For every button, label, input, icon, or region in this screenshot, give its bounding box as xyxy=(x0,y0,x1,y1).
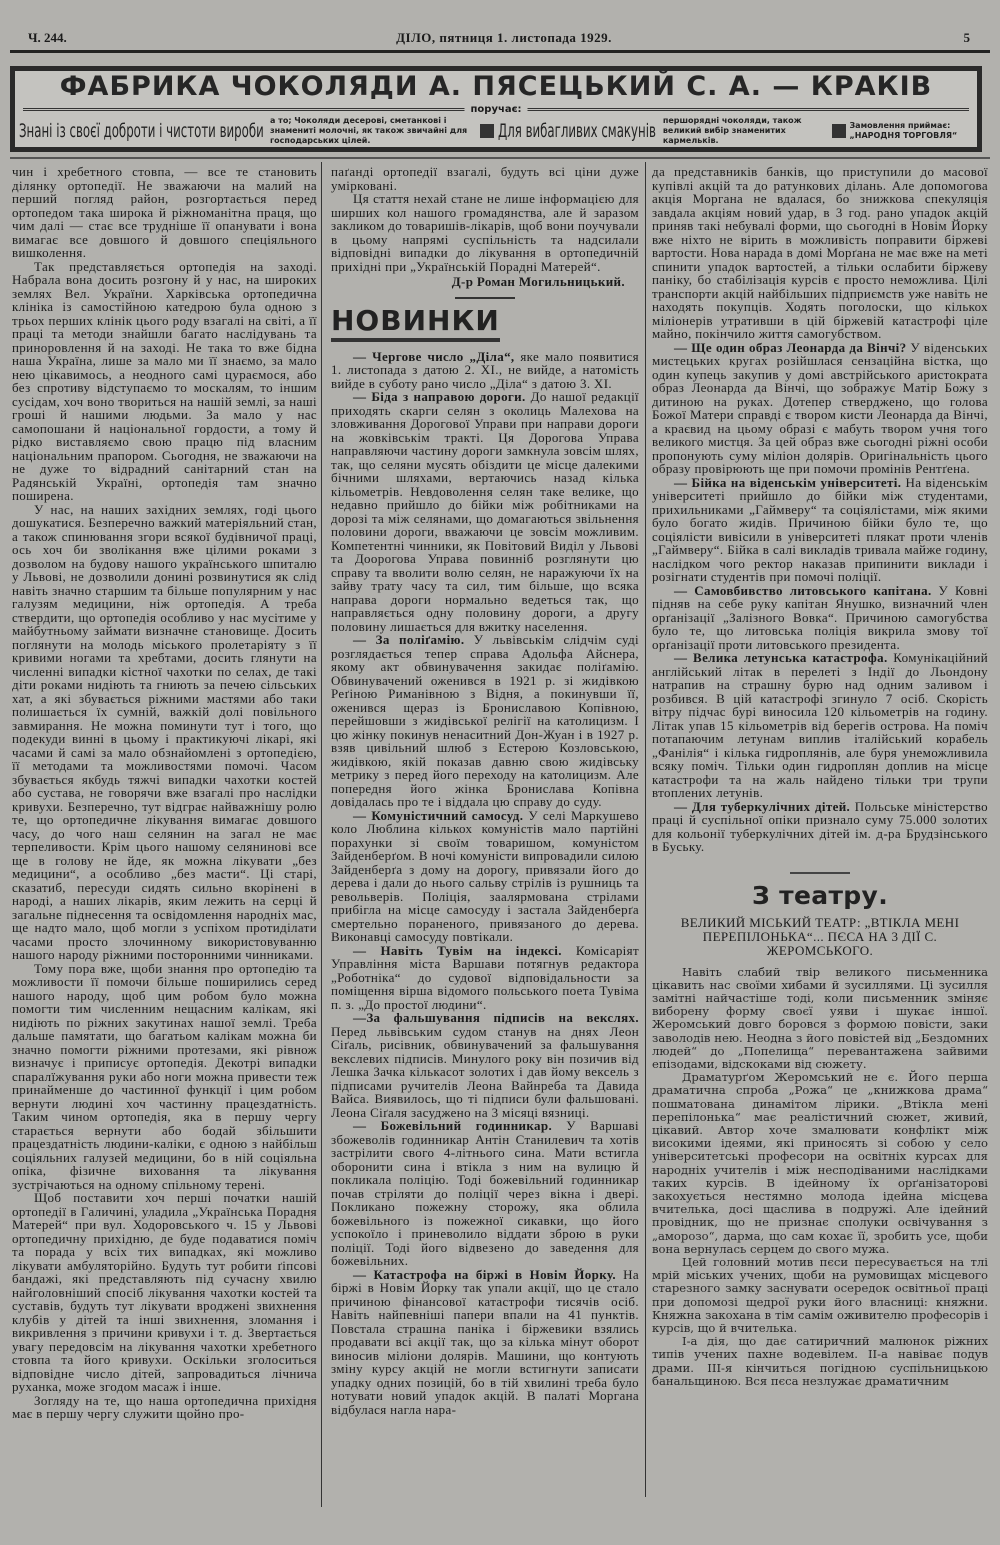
news-item xyxy=(331,944,639,1012)
chocolate-advertisement xyxy=(10,66,982,152)
article-paragraph: чин і хребетного стовпа, — все те становить ділянку ортопедії. Не зважаючи на малий на перший погляд район, розгортається перед ортопедом така широка й ріжноманітна праця, що чим далі — стає все трудніше її опанувати і вона вимагає все довшого й довшого спеціяльного вишколення. xyxy=(12,165,317,260)
news-item xyxy=(652,584,988,652)
review-paragraph: Навіть слабий твір великого письменника цікавить нас своїми хибами й зусиллями. Ці зусилля замітні найчастіше тоді, коли письменник зміняє виборену форму своєї уяви і шукає іншої. Жеромський довго боровся з формою повісти, заки заволодів нею. Неодна з його повістей від „Бездомних людей“ до „Попелища“ перевантажена зайвими епізодами, відскоками від сюжету. xyxy=(652,964,988,1071)
column-2 xyxy=(331,165,639,1500)
news-item xyxy=(331,350,639,391)
square-bullet-icon xyxy=(832,124,846,138)
review-paragraph: Цей головний мотив пєси пересувається на тлі мрій міських учених, щоби на румовищах місцевого старезного замку заснувати осередок освітньої праці при допомозі щедрої руки його власниці: княжни. Княжна закохана в тім самім оживителю професорів і курсів, що й вчителька. xyxy=(652,1254,988,1335)
news-lead: — Навіть Тувім на індексі. xyxy=(353,942,562,958)
news-item xyxy=(652,476,988,584)
news-text: Комунікаційний англійський літак в перелеті з Індії до Льондону натрапив на страшну бурю над одним заливом і розбився. В цій катастрофі згинуло 7 осіб. Скорість вітру підчас бурі виносила 120 кільометрів на годину. Літак упав 15 кільометрів від берегів острова. На поміч потапаючим летунам виплив італійський корабель „Фанілія“ і кілька гидроплянів, але буря унеможливила всяку поміч. Тільки один гидроплян доплив на місце катастрофи та на жаль найдено тільки три трупи втоплених летунів. xyxy=(652,650,988,800)
article-signature: Д-р Роман Могильницький. xyxy=(451,274,625,289)
ad-slogan-slot xyxy=(498,115,659,146)
article-paragraph: Так представляється ортопедія на заході. Набрала вона досить розгону й у нас, на широких землях Вел. України. Харківська ортопедична клініка із самостійною катедрою була одною з трьох перших клінік цього роду взагалі на світі, а її праці та методи знайшли багато наслідувань та приноровлення й на заході. Не така то вже бідна наша Україна, лише за мало ми її знаємо, за мало нею цікавимось, а неодного самі цураємося, або без спротиву відступаємо то москалям, то іншим сусідам, хоч воно твориться на нашій землі, за наші гроші й нашими людьми. За мало у нас самопошани й національної гордости, а тому й рідко виставляємо свою працю під власним національним прапором. Сьогодня, не зважаючи на не дуже то відрадний санітарний стан на Радянській Україні, ортопедія там значно поширена. xyxy=(12,258,317,503)
news-text: У селі Маркушево коло Люблина кількох комуністів мало партійні порахунки зі своїм товаришом, комуністом Зайденберґом. В ночі комуністи випровадили силою Зайденберґа з дому на дорогу, привязали його до дерева і дали до нього сальву стрілів із рушниць та револьверів. Поліція, заалярмована стрілами прибігла на місце самосуду і застала Зайденберґа смертельно пораненого, привязаного до дерева. Виконавці самосуду повтікали. xyxy=(331,807,639,944)
news-text: Польське міністерство праці й суспільної опіки признало суму 75.000 золотих для кольонії туберкулічних дітей ім. д-ра Брудзінського в Буську. xyxy=(652,798,988,854)
news-text: У Варшаві збожеволів годинникар Антін Станилевич та хотів застрілити свого 4-літнього сина. Мати встигла оборонити сина і втікла з ним на вулицю й покликала поліцію. Тоді божевільний годинникар почав стріляти до поліції через вікна і двері. Покликано пожежну сторожу, яка облила божевільного із пожежної сикавки, що його успокоїло і приневолило віддати зброю в руки поліції. Тоді його відвезено до заведення для божевільних. xyxy=(331,1118,639,1268)
running-head xyxy=(28,30,980,50)
square-bullet-icon xyxy=(480,124,494,138)
section-separator xyxy=(455,297,515,299)
news-text: яке мало появитися 1. листопада з датою 2. XI., не вийде, а натомість вийде в суботу рано число „Діла“ з датою 3. XI. xyxy=(331,348,639,391)
news-item-continued xyxy=(652,165,988,341)
issue-number: Ч. 244. xyxy=(28,30,67,45)
article-paragraph: Зогляду на те, що наша ортопедична прихідня має в першу чергу служити щойно про- xyxy=(12,1392,317,1421)
news-lead: — Самовбивство литовського капітана. xyxy=(674,582,932,598)
ad-divider xyxy=(23,104,969,115)
header-rule xyxy=(10,50,990,53)
ad-description-candies: першорядні чоколяди, також великий вибір знаменитих кармельків. xyxy=(662,115,802,145)
news-text: На біржі в Новім Йорку так упали акції, що це стало причиною фінансової катастрофи тисячів осіб. Навіть найпевніші папери впали на 41 пунктів. Повстала страшна паніка і біржевики взялись продавати всі акції так, що за кілька мінут оборот виносив міліони долярів. Машини, що контують зміну курсу акцій не могли встигнути записати упадку одних позицій, бо в тій хвилині треба було нотувати новий упадок акцій. В палаті Моргана відбулася нагла нара- xyxy=(331,1266,639,1417)
news-lead: — Комуністичний самосуд. xyxy=(353,807,524,823)
news-item xyxy=(331,633,639,809)
news-text: На віденськім університеті прийшло до бійки між студентами, прихильниками „Гаймверу“ та соціялістами, між якими було богато жидів. Причиною бійки було те, що соціялісти вивісили в університеті плякат проти членів „Гаймверу“. Бійка в салі викладів тривала майже годину, наслідком чого ректор наказав припинити виклади і розігнати студентів при помочі поліції. xyxy=(652,474,988,584)
news-text: До нашої редакції приходять скарги селян з околиць Малехова на зловживання Дорогової Управи при направи дороги на жовківськім тракті. Ця Дорогова Управа направляючи частину дороги замкнула зовсім шлях, так, що селяни мусять обіздити це місце далекими бічними шляхами, вертаючись назад кілька кільометрів. Невдоволення селян таке велике, що недавно прийшло до бійки між робітниками на дорозі та між селянами, що домагаються звільнення половини дороги, вважаючи це зовсім можливим. Компетентні чинники, як Повітовий Виділ у Львові та Доорогова Управа повинніб розглянути цю справу та вволити волю селян, не наражуючи їх на зайву трату часу та сил, тим більше, що всяка направа дороги нормально ведеться так, що направляється одну половину дороги, а другу половину лишається для вжитку населення. xyxy=(331,389,639,634)
news-item xyxy=(652,651,988,800)
news-lead: —За фальшування підписів на векслях. xyxy=(353,1010,639,1025)
news-item xyxy=(331,1119,639,1268)
news-text: Перед львівським судом станув на днях Леон Сіґаль, рисівник, обвинувачений за фальшування векслевих підписів. Минулого року він позичив від Лешка Зачка кількасот золотих і дав йому вексель з підписами ручителів Леона Вайнреба та Давида Вайса. Виявилось, що ті підписи були фальшовані. Леона Сіґаля засуджено на 3 місяці вязниці. xyxy=(331,1023,639,1120)
page-number: 5 xyxy=(963,30,970,45)
news-lead: — Ще один образ Леонарда да Вінчі? xyxy=(674,339,907,355)
news-text: Комісаріят Управління міста Варшави потягнув редактора „Роботніка“ до судової відповідальности за поміщення вірша відомого польського поета Тувіма п. з. „До простої людини“. xyxy=(331,942,639,1012)
column-rule xyxy=(645,162,646,1497)
news-lead: — Чергове число „Діла“, xyxy=(353,348,515,364)
review-paragraph: Драматурґом Жеромський не є. Його перша драматична спроба „Рожа“ це „книжкова драма“ пошматована динамітом лірики. „Втікла мені перепілонька“ має реалістичний сюжет, живий, цікавий. Автор хоче змалювати конфлікт між високими ідеями, які приносять зі собою у село університетські професори на освітніх курсах для народніх учителів і між несподіваними наслідками таких курсів. В ідейному їх орґанізаторові закохується нестямно молода ідейна місцева вчителька, досі щаслива в подружі. Але ідейний провідник, що не признає сполуки освічування з „аморозо“, дарма, що сам кохає її, зробить усе, щоби вона вернулась серцем до свого мужа. xyxy=(652,1070,988,1256)
news-lead: — За поліґамію. xyxy=(353,632,465,647)
news-item xyxy=(331,809,639,944)
news-lead: — Катастрофа на біржі в Новім Йорку. xyxy=(353,1266,616,1282)
ad-orders: Замовлення приймає: „НАРОДНЯ ТОРГОВЛЯ“ xyxy=(849,120,958,140)
theatre-subheading: ВЕЛИКИЙ МІСЬКИЙ ТЕАТР: „ВТІКЛА МЕНІ ПЕРЕПІЛОНЬКА“... ПЄСА НА 3 ДІЇ С. ЖЕРОМСЬКОГО. xyxy=(680,914,960,958)
news-item xyxy=(652,341,988,476)
news-lead: — Божевільний годинникар. xyxy=(353,1118,553,1133)
news-text: У Ковні підняв на себе руку капітан Янушко, визначний член орґанізації „Залізного Вовка“. Причиною самогубства було те, що литовська поліція викрила змову тої орґанізації проти литовського президента. xyxy=(652,582,988,652)
article-paragraph: паґанді ортопедії взагалі, будуть всі ціни дуже умірковані. xyxy=(331,165,639,193)
theatre-review xyxy=(652,966,988,1389)
news-heading: НОВИНКИ xyxy=(331,305,500,342)
article-paragraph: Ця стаття нехай стане не лише інформацією для ширших кол нашого громадянства, але й заразом закликом до товаришів-лікарів, щоб вони поучували в цьому напрямі суспільність та надсилали відповідні випадки до лікування в ортопедичній прихідні при „Українській Порадні Матерей“. xyxy=(331,191,639,274)
news-lead: — Біда з направою дороги. xyxy=(353,389,526,404)
column-1 xyxy=(12,165,317,1510)
news-lead: — Бійка на віденськім університеті. xyxy=(674,474,902,490)
ad-row xyxy=(19,115,973,146)
news-item xyxy=(331,1011,639,1119)
news-lead: — Для туберкулічних дітей. xyxy=(674,798,851,814)
review-paragraph: І-а дія, що дає сатиричний малюнок ріжних типів учених пахне водевілем. ІІ-а навіває подув драми. ІІІ-я кінчиться погідною суспільницькою банальщиною. Вся пєса незлужає драматичним xyxy=(652,1334,988,1388)
news-text: да представників банків, що приступили до масової купівлі акцій та до ратункових ділань. Але допомогова акція Моргана не вдалася, бо знижкова спекуляція завдала акціям новий удар, в 3 год. рано упадок акцій приняв такі небувалі форми, що сьогодні в Новім Йорку вже ніхто не вірить в можливість поправити біржеві вартости. Нова нарада в домі Морґана не має вже на меті спинити упадок вартостей, а тільки ослабити біржеву паніку, бо стабілізація курсів є просто неможлива. Цілі транспорти акцій найбільших підприємств уже навіть не находять покупців. Ходять поголоски, що кількох міліонерів утративши в цій біржевій катастрофі ціле майно, покінчило життя самогубством. xyxy=(652,165,988,341)
article-paragraph: У нас, на наших західних землях, годі цього дошукатися. Безперечно важкий матеріяльний стан, а також спинювання згори всякої будівничої праці, ось хоч би зволікання вже цілими роками з дозволом на будову нашого українського шпиталю у Львові, не дозволили донині розвинутися як слід навіть значно старшим та більше популярним у нас галузям медицини, ніж ортопедія. А треба ствердити, що ортопедія особливо у нас мусітиме у майбутньому займати визначне становище. Досить поглянути на молодь міського пролетаріяту з її кривими ногами та хребтами, досить глянути на численні випадки кістної чахотки по селах, де такі діти роками нидіють та гниють за печею сільських хат, а які збувається ріжними мастями або таки полишається їх сумній, важкій долі повільного завмирання. Не можна поминути тут і того, що подекуди винні в цьому і практикуючі лікарі, які часами й самі за мало обзнайомлені з ортопедією, її методами та можливостями помочі. Часом збувається якбудь тяжчі випадки чахотки костей або сустава, не говорячи вже взагалі про наслідки кривухи. Безперечно, тут відграє найважнішу ролю те, що ортопедичне лікування вимагає довшого часу, до чого наш селянин на загал не має терпеливости. Крім цього нашому селянинові все ще в голову не йде, як можна лікувати „без медицини“, а особливо „без масти“. Ці старі, сказатиб, пересуди сидять сильно вкорінені в народі, а наших лікарів, яким лежить на серці й загальне піднесення та освідомлення народніх мас, ще надто мало, щоб могли з успіхом протиділати часами просто злочинному використовуванню нашого народу ріжними посторонними чинниками. xyxy=(12,501,317,962)
ad-recommends: поручає: xyxy=(465,104,528,115)
news-item xyxy=(331,1268,639,1417)
ad-slogan-taste: Для вибагливих смакунів xyxy=(497,119,656,142)
article-paragraph: Тому пора вже, щоби знання про ортопедію та можливости її помочи більше поширились серед нашого народу, щоб цим робом було можна помогти тим численним нещасним калікам, які нидіють по ріжних закутинах нашої землі. Треба дальше памятати, що багатьом калікам можна би значно помогти ріжними протезами, які рівнож визначує і приписує ортопедія. Декотрі випадки спаралїжування руки або ноги можна привести теж принайменше до частинної функції і цим робом вернути людині хоч частинну працездатність. Таким чином ортопедія, яка в першу чергу старається вернути або бодай збільшити працездатність людини-каліки, є одною з найбільш соціяльних галузей медицини, бо в ній соціяльна опіка, фізичне виховання та лікування зустрічаються на одному спільному терені. xyxy=(12,960,317,1192)
news-lead: — Велика летунська катастрофа. xyxy=(674,650,888,665)
ad-title: ФАБРИКА ЧОКОЛЯДИ А. ПЯСЕЦЬКИЙ С. А. — КРАКІВ xyxy=(59,71,933,102)
ad-slogan-quality: Знані із своєї доброти і чистоти вироби xyxy=(19,119,264,142)
theatre-heading: З театру. xyxy=(751,880,889,910)
news-item xyxy=(652,800,988,854)
news-text: У львівськім слідчім суді розглядається тепер справа Адольфа Айснера, якому акт обвинувачення закидає поліґамію. Обвинувачений оженився в 1921 р. зі жидівкою Реґіною Риманівною з Відня, а покинувши її, оженився щераз із Брониславою Копівною, перейшовши з жидівської релігії на католицизм. І цю жінку покинув ненаситний Дон-Жуан і в 1927 р. взяв цивільний шлюб з Естерою Козловською, жидівкою, якій показав давню свою жидівську метрику з перед його переходу на католицизм. Але попередня його жінка Бронислава Копівна довідалась про те і віддала цю справу до суду. xyxy=(331,632,639,809)
article-paragraph: Щоб поставити хоч перші початки нашій ортопедії в Галичині, уладила „Українська Порадня Матерей“ при вул. Ходоровського ч. 15 у Львові ортопедичну прихідню, де буде подаватися поміч та порада у всіх тих випадках, які можливо лікувати амбуляторійно. Будуть тут робити ґіпсові бандажі, які представляють під сучасну хвилю найголовніший спосіб лікування чахотки костей та суставів, будуть тут лікувати вроджені звихнення клубів у дітей та інші звихнення, зломання і викривлення з причини кривухи і т. д. Звертається увагу передовсім на лікування чахотки хребетного стовпа та його кривухи. Оскільки зголоситься відповідне число дітей, запровадиться лічнича руханка, може згодом масаж і інше. xyxy=(12,1190,317,1394)
news-item xyxy=(331,390,639,633)
section-separator xyxy=(790,872,850,874)
ad-slogan-slot xyxy=(19,115,266,146)
ad-bottom-rule xyxy=(10,157,990,159)
column-rule xyxy=(321,162,322,1507)
newspaper-title-date: ДІЛО, пятниця 1. листопада 1929. xyxy=(396,30,612,45)
column-3 xyxy=(652,165,988,1505)
news-text: У віденських мистецьких кругах розійшлася сензаційна вістка, що один купець закупив у домі австрійського аристократа образ Леонарда да Вінчі, що зображує Матір Божу з дитиною на руках. Дотепер стверджено, що голова Божої Матери справді є твором кисти Леонарда да Вінчі, а краєвид на цьому образі є мабуть твором учня того великого мистця. За цей образ вже сьогодні ріжні особи пропонують суму міліон долярів. Оригінальність цього образу провірюють ще при помочи промінів Рентґена. xyxy=(652,339,988,476)
ad-description-products: а то; Чоколяди десерові, сметанкові і знамениті молочні, як також звичайні для господарських цілей. xyxy=(270,115,468,145)
